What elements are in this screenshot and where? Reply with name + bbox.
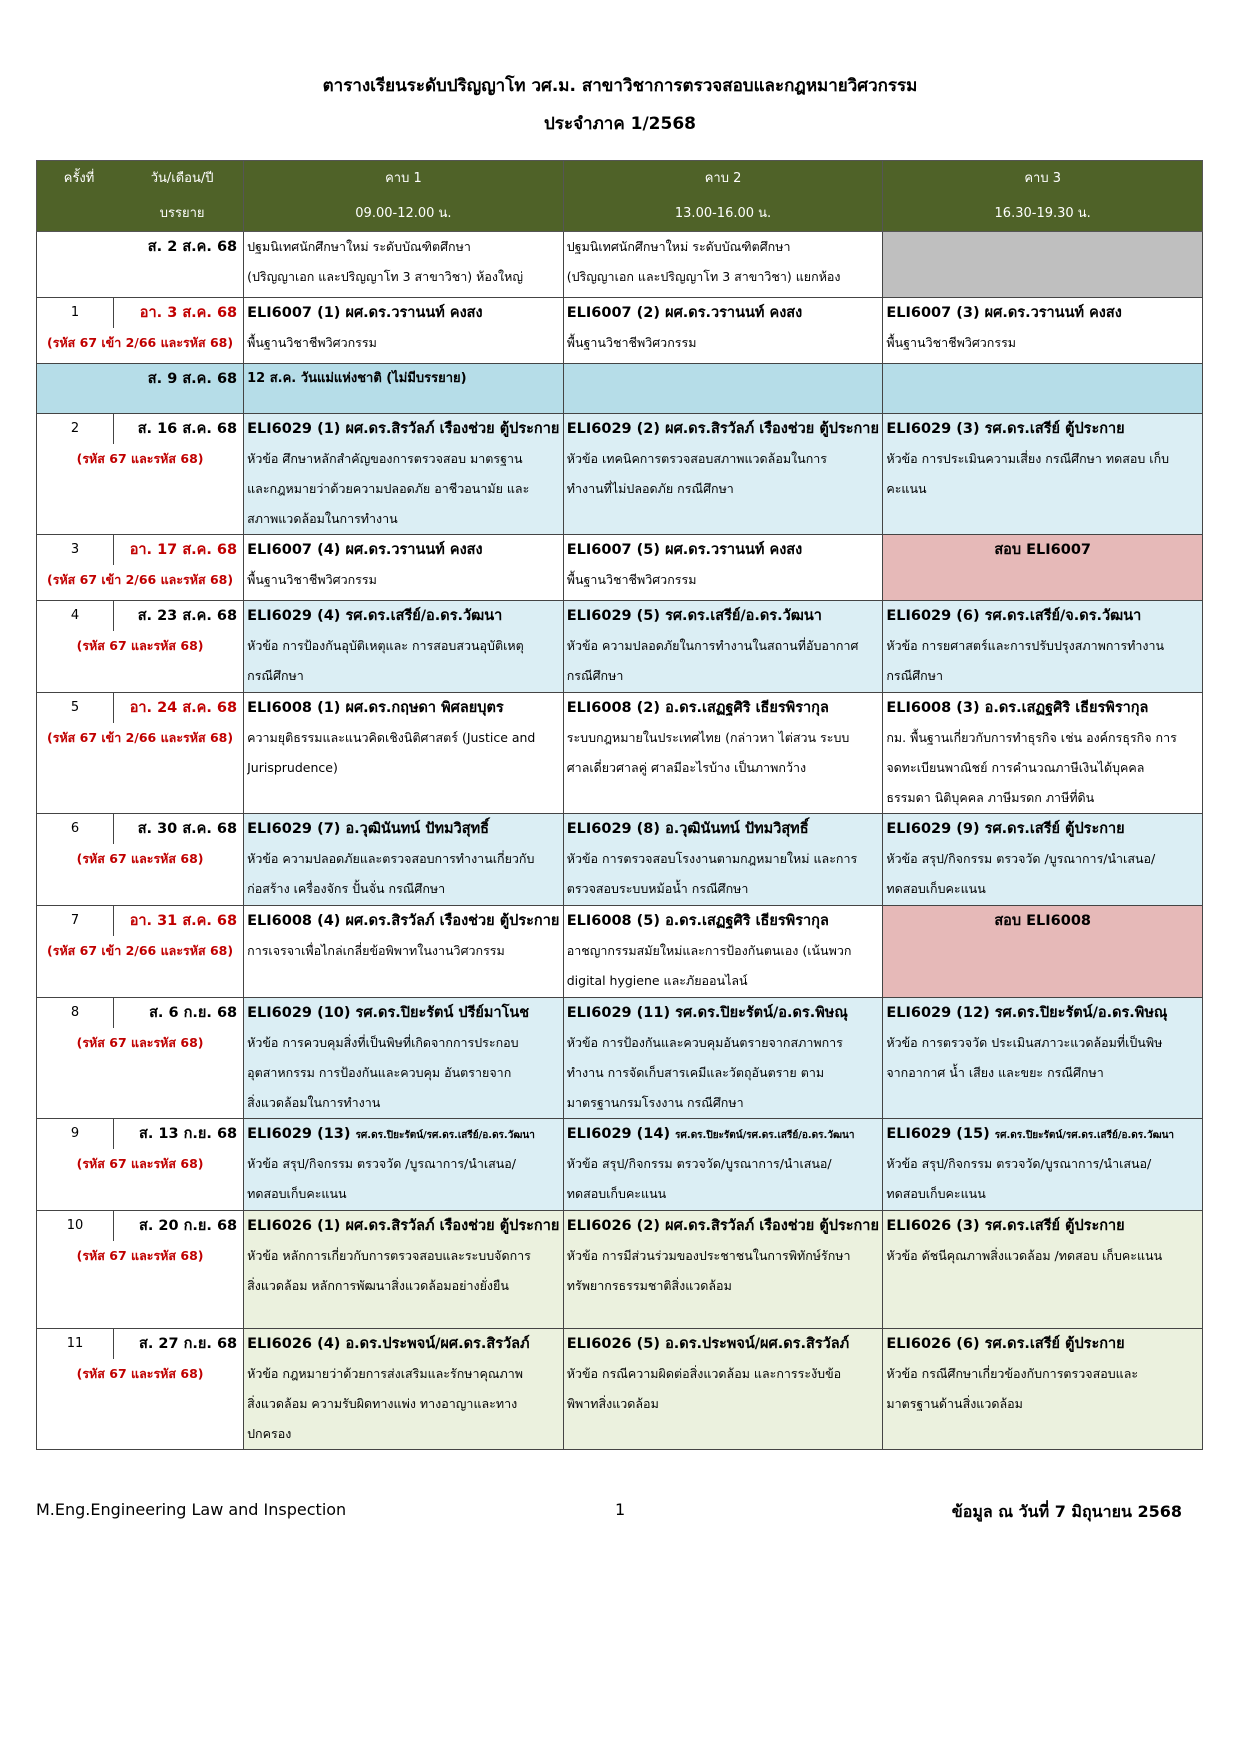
topic-line: (ปริญญาเอก และปริญญาโท 3 สาขาวิชา) แยกห้อง	[566, 269, 841, 284]
course-title: ELI6029 (5) รศ.ดร.เสรีย์/อ.ดร.วัฒนา	[566, 608, 822, 624]
topic-line: สิ่งแวดล้อมในการทำงาน	[247, 1095, 381, 1110]
topic-line: ทรัพยากรธรรมชาติสิ่งแวดล้อม	[566, 1278, 732, 1293]
table-row	[37, 232, 1203, 298]
course-title: ELI6026 (3) รศ.ดร.เสรีย์ ตู้ประกาย	[886, 1218, 1125, 1234]
page-title: ตารางเรียนระดับปริญญาโท วศ.ม. สาขาวิชาการตรวจสอบและกฎหมายวิศวกรรม	[322, 76, 918, 96]
topic-line: มาตรฐานด้านสิ่งแวดล้อม	[886, 1396, 1023, 1411]
period-2-cell	[563, 232, 883, 298]
period-1-cell	[244, 1329, 564, 1450]
course-title: ELI6029 (6) รศ.ดร.เสรีย์/จ.ดร.วัฒนา	[886, 608, 1142, 624]
topic-line: หัวข้อ ศึกษาหลักสำคัญของการตรวจสอบ มาตรฐาน	[247, 451, 523, 466]
topic-line: พื้นฐานวิชาชีพวิศวกรรม	[566, 572, 697, 587]
session-number: 10	[37, 1211, 114, 1241]
topic-line: ทำงาน การจัดเก็บสารเคมีและวัตถุอันตราย ตาม	[566, 1065, 825, 1080]
topic-line: พื้นฐานวิชาชีพวิศวกรรม	[247, 572, 377, 587]
student-group-note: (รหัส 67 เข้า 2/66 และรหัส 68)	[47, 943, 234, 958]
topic-line: พื้นฐานวิชาชีพวิศวกรรม	[886, 335, 1017, 350]
topic-line: หัวข้อ กรณีศึกษาเกี่ยวข้องกับการตรวจสอบและ	[886, 1366, 1139, 1381]
table-header-row	[37, 161, 1203, 232]
session-date: ส. 16 ส.ค. 68	[137, 421, 238, 437]
session-date: ส. 30 ส.ค. 68	[137, 821, 238, 837]
period-2-cell	[563, 1119, 883, 1211]
topic-line: หัวข้อ การตรวจสอบโรงงานตามกฎหมายใหม่ และการ	[566, 851, 858, 866]
period-1-cell	[244, 535, 564, 601]
period-1-cell	[244, 1119, 564, 1211]
period-3-cell	[883, 1329, 1203, 1450]
session-cell	[37, 693, 244, 814]
period-3-cell	[883, 364, 1203, 414]
topic-line: ทดสอบเก็บคะแนน	[886, 881, 986, 896]
table-row	[37, 1329, 1203, 1450]
course-title: ELI6029 (10) รศ.ดร.ปิยะรัตน์ ปรีย์มาโนช	[247, 1005, 530, 1021]
period-2-cell	[563, 998, 883, 1119]
session-cell	[37, 1119, 244, 1211]
period-1-cell	[244, 693, 564, 814]
table-row	[37, 693, 1203, 814]
session-date: อา. 17 ส.ค. 68	[129, 542, 238, 558]
course-title: ELI6007 (2) ผศ.ดร.วรานนท์ คงสง	[566, 305, 803, 321]
course-title: ELI6029 (12) รศ.ดร.ปิยะรัตน์/อ.ดร.พิษณุ	[886, 1005, 1168, 1021]
period-1-cell	[244, 364, 564, 414]
topic-line: สภาพแวดล้อมในการทำงาน	[247, 511, 398, 526]
topic-line: ทดสอบเก็บคะแนน	[247, 1186, 347, 1201]
period-3-cell	[883, 693, 1203, 814]
topic-line: หัวข้อ สรุป/กิจกรรม ตรวจวัด /บูรณาการ/นำเสนอ/	[247, 1156, 517, 1171]
course-title: ELI6008 (4) ผศ.ดร.สิรวัลภ์ เรืองช่วย ตู้ประกาย	[247, 913, 560, 929]
footer-date: ข้อมูล ณ วันที่ 7 มิถุนายน 2568	[951, 1502, 1182, 1521]
session-number: 6	[37, 814, 114, 844]
topic-line: ปกครอง	[247, 1426, 292, 1441]
topic-line: อาชญากรรมสมัยใหม่และการป้องกันตนเอง (เน้นพวก	[566, 943, 852, 958]
course-title: ELI6026 (4) อ.ดร.ประพจน์/ผศ.ดร.สิรวัลภ์	[247, 1336, 530, 1352]
session-cell	[37, 601, 244, 693]
topic-line: (ปริญญาเอก และปริญญาโท 3 สาขาวิชา) ห้องใหญ่	[247, 269, 523, 284]
session-number: 5	[37, 693, 114, 723]
topic-line: หัวข้อ ความปลอดภัยและตรวจสอบการทำงานเกี่ยวกับ	[247, 851, 535, 866]
topic-line: หัวข้อ การมีส่วนร่วมของประชาชนในการพิทักษ์รักษา	[566, 1248, 851, 1263]
period-2-cell	[563, 814, 883, 906]
period-3-cell	[883, 535, 1203, 601]
session-number: 4	[37, 601, 114, 631]
session-date: ส. 20 ก.ย. 68	[138, 1218, 238, 1234]
table-row	[37, 601, 1203, 693]
topic-line: สิ่งแวดล้อม ความรับผิดทางแพ่ง ทางอาญาและทาง	[247, 1396, 518, 1411]
session-date: อา. 3 ส.ค. 68	[139, 305, 238, 321]
course-title: ELI6026 (1) ผศ.ดร.สิรวัลภ์ เรืองช่วย ตู้ประกาย	[247, 1218, 560, 1234]
table-row	[37, 814, 1203, 906]
course-title: 12 ส.ค. วันแม่แห่งชาติ (ไม่มีบรรยาย)	[247, 371, 467, 386]
topic-line: หัวข้อ การยศาสตร์และการปรับปรุงสภาพการทำงาน	[886, 638, 1165, 653]
exam-label: สอบ ELI6007	[994, 542, 1092, 558]
period-2-cell	[563, 364, 883, 414]
course-title: ELI6007 (1) ผศ.ดร.วรานนท์ คงสง	[247, 305, 483, 321]
instructor-names: รศ.ดร.ปิยะรัตน์/รศ.ดร.เสรีย์/อ.ดร.วัฒนา	[675, 1130, 855, 1141]
session-date: ส. 27 ก.ย. 68	[138, 1336, 238, 1352]
session-date: ส. 9 ส.ค. 68	[147, 371, 238, 387]
student-group-note: (รหัส 67 และรหัส 68)	[76, 638, 204, 653]
topic-line: หัวข้อ ความปลอดภัยในการทำงานในสถานที่อับอากาศ	[566, 638, 859, 653]
session-number: 7	[37, 906, 114, 936]
footer-program: M.Eng.Engineering Law and Inspection	[36, 1500, 347, 1519]
student-group-note: (รหัส 67 และรหัส 68)	[76, 1156, 204, 1171]
session-cell	[37, 232, 244, 298]
table-row	[37, 298, 1203, 364]
topic-line: กรณีศึกษา	[566, 668, 624, 683]
period-3-cell	[883, 1119, 1203, 1211]
period-2-cell	[563, 298, 883, 364]
course-title: ELI6026 (6) รศ.ดร.เสรีย์ ตู้ประกาย	[886, 1336, 1125, 1352]
student-group-note: (รหัส 67 เข้า 2/66 และรหัส 68)	[47, 730, 234, 745]
exam-label: สอบ ELI6008	[994, 913, 1092, 929]
topic-line: ทดสอบเก็บคะแนน	[886, 1186, 986, 1201]
course-title: ELI6029 (8) อ.วุฒินันทน์ ปัทมวิสุทธิ์	[566, 821, 809, 837]
course-title: ELI6008 (3) อ.ดร.เสฏฐศิริ เธียรพิรากุล	[886, 700, 1149, 716]
course-title: ELI6008 (5) อ.ดร.เสฏฐศิริ เธียรพิรากุล	[566, 913, 829, 929]
topic-line: ทำงานที่ไม่ปลอดภัย กรณีศึกษา	[566, 481, 734, 496]
session-cell	[37, 1211, 244, 1329]
student-group-note: (รหัส 67 และรหัส 68)	[76, 1248, 204, 1263]
topic-line: ทดสอบเก็บคะแนน	[566, 1186, 667, 1201]
topic-line: จดทะเบียนพาณิชย์ การคำนวณภาษีเงินได้บุคคล	[886, 760, 1145, 775]
session-date: ส. 13 ก.ย. 68	[138, 1126, 238, 1142]
topic-line: digital hygiene และภัยออนไลน์	[566, 973, 748, 988]
topic-line: หัวข้อ การป้องกันอุบัติเหตุและ การสอบสวนอุบัติเหตุ	[247, 638, 524, 653]
topic-line: คะแนน	[886, 481, 927, 496]
course-title: ELI6008 (2) อ.ดร.เสฏฐศิริ เธียรพิรากุล	[566, 700, 829, 716]
period-2-cell	[563, 535, 883, 601]
session-number	[37, 232, 113, 262]
period-1-cell	[244, 998, 564, 1119]
session-number	[37, 364, 113, 394]
table-row	[37, 998, 1203, 1119]
period-2-cell	[563, 906, 883, 998]
course-title: ELI6029 (1) ผศ.ดร.สิรวัลภ์ เรืองช่วย ตู้ประกาย	[247, 421, 560, 437]
session-cell	[37, 998, 244, 1119]
course-title: ELI6029 (4) รศ.ดร.เสรีย์/อ.ดร.วัฒนา	[247, 608, 503, 624]
period-3-cell	[883, 298, 1203, 364]
session-number: 9	[37, 1119, 114, 1149]
topic-line: การเจรจาเพื่อไกล่เกลี่ยข้อพิพาทในงานวิศวกรรม	[247, 943, 505, 958]
topic-line: หัวข้อ ดัชนีคุณภาพสิ่งแวดล้อม /ทดสอบ เก็บคะแนน	[886, 1248, 1163, 1263]
session-date: ส. 23 ส.ค. 68	[137, 608, 238, 624]
period-1-cell	[244, 601, 564, 693]
header-date: วัน/เดือน/ปี บรรยาย	[121, 161, 244, 232]
topic-line: พิพาทสิ่งแวดล้อม	[566, 1396, 659, 1411]
student-group-note: (รหัส 67 และรหัส 68)	[76, 851, 204, 866]
session-cell	[37, 1329, 244, 1450]
period-3-cell	[883, 814, 1203, 906]
course-title: ELI6008 (1) ผศ.ดร.กฤษดา พิศลยบุตร	[247, 700, 504, 716]
period-3-cell	[883, 906, 1203, 998]
period-2-cell	[563, 414, 883, 535]
period-2-cell	[563, 601, 883, 693]
student-group-note: (รหัส 67 เข้า 2/66 และรหัส 68)	[47, 572, 234, 587]
table-row	[37, 535, 1203, 601]
course-title: ELI6007 (5) ผศ.ดร.วรานนท์ คงสง	[566, 542, 803, 558]
topic-line: หัวข้อ สรุป/กิจกรรม ตรวจวัด/บูรณาการ/นำเสนอ/	[886, 1156, 1152, 1171]
session-number: 3	[37, 535, 114, 565]
topic-line: พื้นฐานวิชาชีพวิศวกรรม	[247, 335, 377, 350]
course-title: ELI6029 (7) อ.วุฒินันทน์ ปัทมวิสุทธิ์	[247, 821, 489, 837]
topic-line: หัวข้อ กรณีความผิดต่อสิ่งแวดล้อม และการระงับข้อ	[566, 1366, 842, 1381]
period-3-cell	[883, 232, 1203, 298]
course-code: ELI6029 (14)	[566, 1126, 676, 1142]
session-cell	[37, 814, 244, 906]
period-1-cell	[244, 298, 564, 364]
period-3-cell	[883, 414, 1203, 535]
course-title: ELI6029 (9) รศ.ดร.เสรีย์ ตู้ประกาย	[886, 821, 1125, 837]
topic-line: กม. พื้นฐานเกี่ยวกับการทำธุรกิจ เช่น องค์กรธุรกิจ การ	[886, 730, 1177, 745]
period-2-cell	[563, 1329, 883, 1450]
table-row	[37, 364, 1203, 414]
course-title: ELI6029 (11) รศ.ดร.ปิยะรัตน์/อ.ดร.พิษณุ	[566, 1005, 848, 1021]
topic-line: หัวข้อ การประเมินความเสี่ยง กรณีศึกษา ทดสอบ เก็บ	[886, 451, 1170, 466]
topic-line: สิ่งแวดล้อม หลักการพัฒนาสิ่งแวดล้อมอย่างยั่งยืน	[247, 1278, 509, 1293]
session-cell	[37, 414, 244, 535]
session-number: 1	[37, 298, 114, 328]
header-period-2: คาบ 2 13.00-16.00 น.	[563, 161, 883, 232]
session-date: อา. 31 ส.ค. 68	[129, 913, 238, 929]
topic-line: กรณีศึกษา	[886, 668, 943, 683]
period-1-cell	[244, 414, 564, 535]
course-title: ELI6026 (2) ผศ.ดร.สิรวัลภ์ เรืองช่วย ตู้ประกาย	[566, 1218, 879, 1234]
topic-line: หัวข้อ เทคนิคการตรวจสอบสภาพแวดล้อมในการ	[566, 451, 828, 466]
period-3-cell	[883, 1211, 1203, 1329]
instructor-names: รศ.ดร.ปิยะรัตน์/รศ.ดร.เสรีย์/อ.ดร.วัฒนา	[994, 1130, 1175, 1141]
topic-line: อุตสาหกรรม การป้องกันและควบคุม อันตรายจาก	[247, 1065, 512, 1080]
topic-line: หัวข้อ กฎหมายว่าด้วยการส่งเสริมและรักษาคุณภาพ	[247, 1366, 524, 1381]
session-number: 8	[37, 998, 114, 1028]
topic-line: Jurisprudence)	[247, 760, 338, 775]
topic-line: หัวข้อ สรุป/กิจกรรม ตรวจวัด /บูรณาการ/นำเสนอ/	[886, 851, 1156, 866]
period-3-cell	[883, 998, 1203, 1119]
topic-line: กรณีศึกษา	[247, 668, 304, 683]
student-group-note: (รหัส 67 และรหัส 68)	[76, 1035, 204, 1050]
period-3-cell	[883, 601, 1203, 693]
topic-line: หัวข้อ การตรวจวัด ประเมินสภาวะแวดล้อมที่เป็นพิษ	[886, 1035, 1163, 1050]
session-date: ส. 6 ก.ย. 68	[149, 1005, 238, 1021]
topic-line: หัวข้อ สรุป/กิจกรรม ตรวจวัด/บูรณาการ/นำเสนอ/	[566, 1156, 832, 1171]
topic-line: ปฐมนิเทศนักศึกษาใหม่ ระดับบัณฑิตศึกษา	[566, 239, 791, 254]
instructor-names: รศ.ดร.ปิยะรัตน์/รศ.ดร.เสรีย์/อ.ดร.วัฒนา	[355, 1130, 535, 1141]
period-1-cell	[244, 814, 564, 906]
header-period-3: คาบ 3 16.30-19.30 น.	[883, 161, 1203, 232]
course-title: ELI6029 (2) ผศ.ดร.สิรวัลภ์ เรืองช่วย ตู้ประกาย	[566, 421, 879, 437]
topic-line: และกฎหมายว่าด้วยความปลอดภัย อาชีวอนามัย และ	[247, 481, 530, 496]
topic-line: ศาลเดี่ยวศาลคู่ ศาลมีอะไรบ้าง เป็นภาพกว้าง	[566, 760, 807, 775]
topic-line: ตรวจสอบระบบหม้อน้ำ กรณีศึกษา	[566, 881, 749, 896]
period-1-cell	[244, 232, 564, 298]
session-number: 2	[37, 414, 114, 444]
session-cell	[37, 535, 244, 601]
topic-line: มาตรฐานกรมโรงงาน กรณีศึกษา	[566, 1095, 744, 1110]
course-title: ELI6026 (5) อ.ดร.ประพจน์/ผศ.ดร.สิรวัลภ์	[566, 1336, 850, 1352]
period-2-cell	[563, 693, 883, 814]
header-no: ครั้งที่	[37, 161, 122, 232]
session-date: อา. 24 ส.ค. 68	[129, 700, 238, 716]
topic-line: ปฐมนิเทศนักศึกษาใหม่ ระดับบัณฑิตศึกษา	[247, 239, 471, 254]
session-cell	[37, 364, 244, 414]
session-cell	[37, 298, 244, 364]
table-row	[37, 414, 1203, 535]
session-date: ส. 2 ส.ค. 68	[147, 239, 238, 255]
topic-line: ธรรมดา นิติบุคคล ภาษีมรดก ภาษีที่ดิน	[886, 790, 1095, 805]
topic-line: หัวข้อ การควบคุมสิ่งที่เป็นพิษที่เกิดจากการประกอบ	[247, 1035, 519, 1050]
topic-line: จากอากาศ น้ำ เสียง และขยะ กรณีศึกษา	[886, 1065, 1104, 1080]
period-1-cell	[244, 906, 564, 998]
topic-line: ก่อสร้าง เครื่องจักร ปั้นจั่น กรณีศึกษา	[247, 881, 446, 896]
student-group-note: (รหัส 67 และรหัส 68)	[76, 451, 204, 466]
table-row	[37, 1119, 1203, 1211]
period-2-cell	[563, 1211, 883, 1329]
period-1-cell	[244, 1211, 564, 1329]
session-cell	[37, 906, 244, 998]
topic-line: ระบบกฎหมายในประเทศไทย (กล่าวหา ไต่สวน ระบบ	[566, 730, 850, 745]
topic-line: พื้นฐานวิชาชีพวิศวกรรม	[566, 335, 697, 350]
footer-page-number: 1	[615, 1500, 626, 1519]
topic-line: หัวข้อ หลักการเกี่ยวกับการตรวจสอบและระบบจัดการ	[247, 1248, 531, 1263]
table-row	[37, 1211, 1203, 1329]
term-subtitle: ประจำภาค 1/2568	[544, 114, 696, 134]
course-title: ELI6029 (3) รศ.ดร.เสรีย์ ตู้ประกาย	[886, 421, 1125, 437]
student-group-note: (รหัส 67 และรหัส 68)	[76, 1366, 204, 1381]
header-period-1: คาบ 1 09.00-12.00 น.	[244, 161, 564, 232]
course-title: ELI6007 (4) ผศ.ดร.วรานนท์ คงสง	[247, 542, 483, 558]
topic-line: หัวข้อ การป้องกันและควบคุมอันตรายจากสภาพการ	[566, 1035, 843, 1050]
course-title: ELI6007 (3) ผศ.ดร.วรานนท์ คงสง	[886, 305, 1122, 321]
schedule-table	[36, 160, 1203, 1450]
topic-line: ความยุติธรรมและแนวคิดเชิงนิติศาสตร์ (Justice and	[247, 730, 536, 745]
table-row	[37, 906, 1203, 998]
course-code: ELI6029 (13)	[247, 1126, 356, 1142]
course-code: ELI6029 (15)	[886, 1126, 995, 1142]
student-group-note: (รหัส 67 เข้า 2/66 และรหัส 68)	[47, 335, 234, 350]
session-number: 11	[37, 1329, 114, 1359]
